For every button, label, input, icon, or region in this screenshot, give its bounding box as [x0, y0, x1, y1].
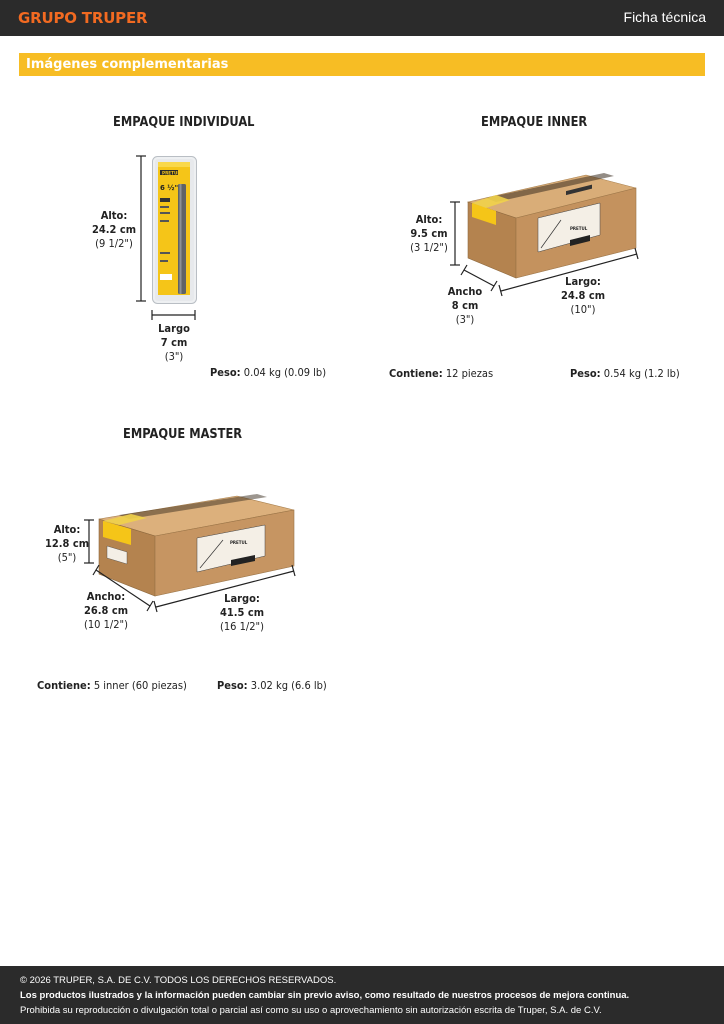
- master-ancho: Ancho: 26.8 cm (10 1/2"): [83, 590, 129, 631]
- footer-prohibition: Prohibida su reproducción o divulgación total o parcial así como su uso o aprovechamiento sin autorización escrita de Truper, S.A. de C.V.: [20, 1005, 602, 1016]
- individual-peso: Peso: 0.04 kg (0.09 lb): [210, 366, 327, 379]
- inner-largo: Largo: 24.8 cm (10"): [560, 275, 606, 316]
- individual-largo: Largo 7 cm (3"): [158, 322, 190, 363]
- master-peso: Peso: 3.02 kg (6.6 lb): [217, 679, 327, 692]
- master-heading: EMPAQUE MASTER: [123, 427, 243, 442]
- footer: [0, 966, 724, 1024]
- section-title: Imágenes complementarias: [26, 57, 229, 72]
- document-type: Ficha técnica: [623, 9, 706, 25]
- top-bar: [0, 0, 724, 36]
- individual-alto: Alto: 24.2 cm (9 1/2"): [91, 209, 137, 250]
- brand-logo[interactable]: GRUPO TRUPER: [18, 9, 148, 27]
- master-contiene: Contiene: 5 inner (60 piezas): [37, 679, 187, 692]
- footer-notice: Los productos ilustrados y la información pueden cambiar sin previo aviso, como resultado de nuestros procesos de mejora continua.: [20, 990, 630, 1001]
- section-bar: [19, 53, 705, 76]
- inner-ancho: Ancho 8 cm (3"): [447, 285, 483, 326]
- individual-heading: EMPAQUE INDIVIDUAL: [113, 115, 255, 130]
- svg-text:PRETUL: PRETUL: [570, 226, 588, 231]
- inner-peso: Peso: 0.54 kg (1.2 lb): [570, 367, 680, 380]
- individual-width-line: [151, 309, 197, 321]
- individual-package-image: [152, 156, 197, 304]
- inner-alto: Alto: 9.5 cm (3 1/2"): [410, 213, 448, 254]
- master-largo: Largo: 41.5 cm (16 1/2"): [219, 592, 265, 633]
- svg-text:6 ½": 6 ½": [160, 184, 179, 192]
- svg-text:PRETUL: PRETUL: [162, 170, 181, 176]
- inner-contiene: Contiene: 12 piezas: [389, 367, 494, 380]
- footer-copyright: © 2026 TRUPER, S.A. DE C.V. TODOS LOS DERECHOS RESERVADOS.: [20, 975, 337, 986]
- svg-text:PRETUL: PRETUL: [230, 540, 248, 545]
- inner-heading: EMPAQUE INNER: [481, 115, 588, 130]
- master-alto: Alto: 12.8 cm (5"): [44, 523, 90, 564]
